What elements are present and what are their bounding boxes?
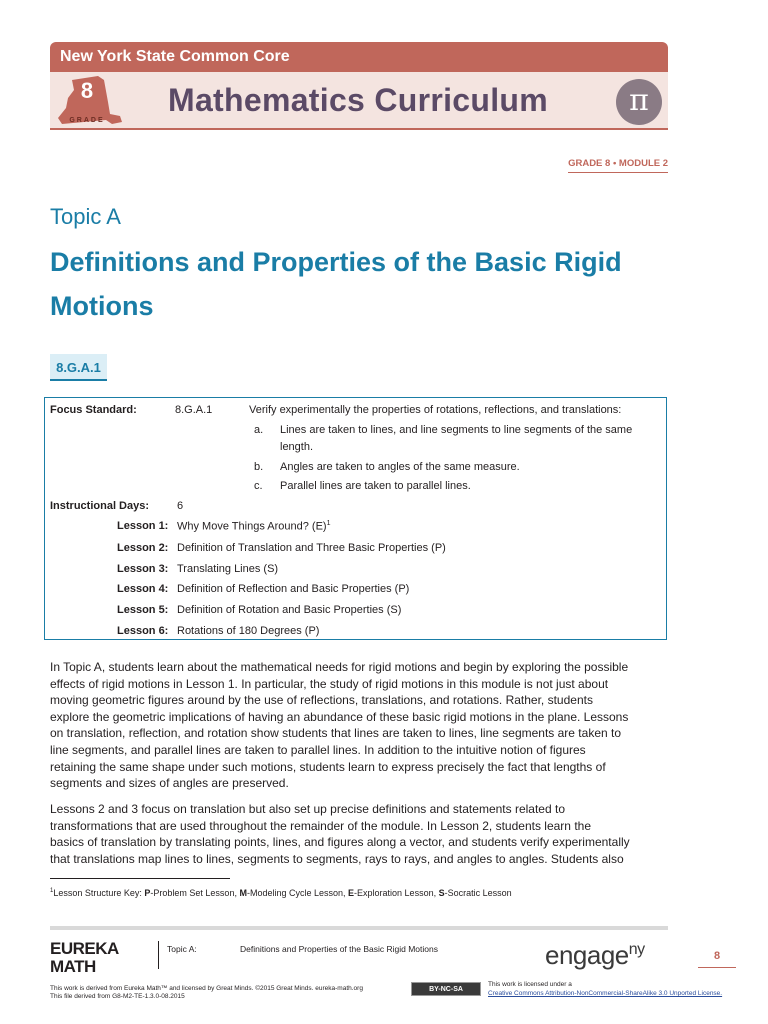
- pi-icon: π: [616, 79, 662, 125]
- days-value: 6: [177, 500, 184, 512]
- item-marker: a.: [254, 424, 264, 436]
- lesson-label: Lesson 1:: [117, 520, 169, 532]
- item-marker: c.: [254, 480, 263, 492]
- item-marker: b.: [254, 461, 264, 473]
- state-banner: New York State Common Core: [50, 42, 668, 72]
- item-text-continued: length.: [280, 441, 314, 453]
- page-number: 8: [698, 950, 736, 968]
- paragraph-line: effects of rigid motions in Lesson 1. In particular, the study of rigid motions in this module is not just about: [50, 676, 609, 691]
- engageny-logo: engage$^{ny}$: [545, 940, 645, 970]
- grade-badge: [54, 74, 124, 130]
- paragraph-line: Lessons 2 and 3 focus on translation but also set up precise definitions and statements related to: [50, 802, 565, 816]
- paragraph-line: basics of translation by translating points, lines, and figures along a vector, and students verify experimentally: [50, 835, 630, 850]
- footer-separator: [158, 941, 159, 969]
- file-credit-line: This file derived from G8-M2-TE-1.3.0-08.2015: [50, 993, 185, 1000]
- lesson-label: Lesson 3:: [117, 563, 169, 575]
- standard-tag: 8.G.A.1: [50, 354, 107, 381]
- lesson-title: Definition of Translation and Three Basic Properties (P): [177, 542, 446, 554]
- paragraph-line: moving geometric figures around by the use of reflections, translations, and rotations. Rather, students: [50, 693, 593, 708]
- lesson-title: Translating Lines (S): [177, 563, 279, 575]
- intro-paragraph: [50, 659, 670, 792]
- lesson-title: Definition of Rotation and Basic Properties (S): [177, 604, 402, 616]
- focus-code: 8.G.A.1: [175, 404, 213, 416]
- days-label: Instructional Days:: [50, 500, 150, 512]
- footer-topic-title: Definitions and Properties of the Basic Rigid Motions: [240, 944, 438, 954]
- curriculum-title: Mathematics Curriculum: [168, 82, 549, 118]
- page-title: Definitions and Properties of the Basic Rigid Motions: [50, 247, 622, 321]
- paragraph-line: line segments, and parallel lines are taken to parallel lines. In addition to the intuitive notion of figures: [50, 742, 586, 757]
- paragraph-line: transformations that are used throughout the remainder of the module. In Lesson 2, students learn the: [50, 818, 591, 833]
- paragraph-line: explore the geometric implications of having an abundance of these basic rigid motions in the plane. Lessons: [50, 709, 629, 724]
- lesson-title: Rotations of 180 Degrees (P): [177, 625, 320, 637]
- paragraph-line: that translations map lines to lines, segments to segments, rays to rays, and angles to angles. Students also: [50, 851, 624, 866]
- license-link[interactable]: Creative Commons Attribution-NonCommercial-ShareAlike 3.0 Unported License.: [488, 990, 723, 997]
- grade-number: 8: [80, 78, 94, 103]
- footnote-divider: [50, 878, 230, 879]
- focus-standard-box: [44, 397, 667, 640]
- translation-paragraph: [50, 801, 670, 867]
- topic-label: Topic A: [50, 204, 121, 229]
- eureka-math-logo: EUREKA MATH: [50, 939, 119, 976]
- lesson-label: Lesson 2:: [117, 542, 169, 554]
- credit-line: This work is derived from Eureka Math™ and licensed by Great Minds. ©2015 Great Minds. eureka-math.org: [50, 985, 363, 992]
- grade-word: GRADE: [69, 117, 105, 124]
- license-text: This work is licensed under a: [488, 981, 572, 988]
- lesson-title: Definition of Reflection and Basic Properties (P): [177, 583, 410, 595]
- lesson-label: Lesson 4:: [117, 583, 169, 595]
- item-text: Angles are taken to angles of the same measure.: [280, 461, 520, 473]
- item-text: Parallel lines are taken to parallel lines.: [280, 480, 471, 492]
- lesson-label: Lesson 6:: [117, 625, 169, 637]
- lesson-label: Lesson 5:: [117, 604, 169, 616]
- paragraph-line: retaining the same shape under such motions, students learn to express precisely the fact that lengths of: [50, 759, 606, 774]
- paragraph-line: In Topic A, students learn about the mathematical needs for rigid motions and begin by exploring the possible: [50, 660, 629, 674]
- lesson-title: Why Move Things Around? $(E)^1$: [177, 520, 331, 533]
- focus-label: Focus Standard:: [50, 404, 137, 416]
- item-text: Lines are taken to lines, and line segments to line segments of the same: [280, 424, 633, 436]
- module-tag: GRADE 8 • MODULE 2: [568, 158, 668, 173]
- paragraph-line: segments and sizes of angles are preserved.: [50, 776, 289, 791]
- creative-commons-badge[interactable]: BY-NC-SA: [411, 982, 481, 996]
- paragraph-line: on translation, reflection, and rotation show students that lines are taken to lines, line segments are taken to: [50, 726, 622, 741]
- footnote: $^1$Lesson Structure Key: P-Problem Set Lesson, M-Modeling Cycle Lesson, E-Exploration Lesson, S-Socratic Lesson: [50, 888, 512, 898]
- footer-divider: [50, 926, 668, 930]
- curriculum-banner: [50, 72, 668, 130]
- focus-text: Verify experimentally the properties of rotations, reflections, and translations:: [249, 404, 622, 416]
- footer-topic-label: Topic A:: [167, 944, 197, 954]
